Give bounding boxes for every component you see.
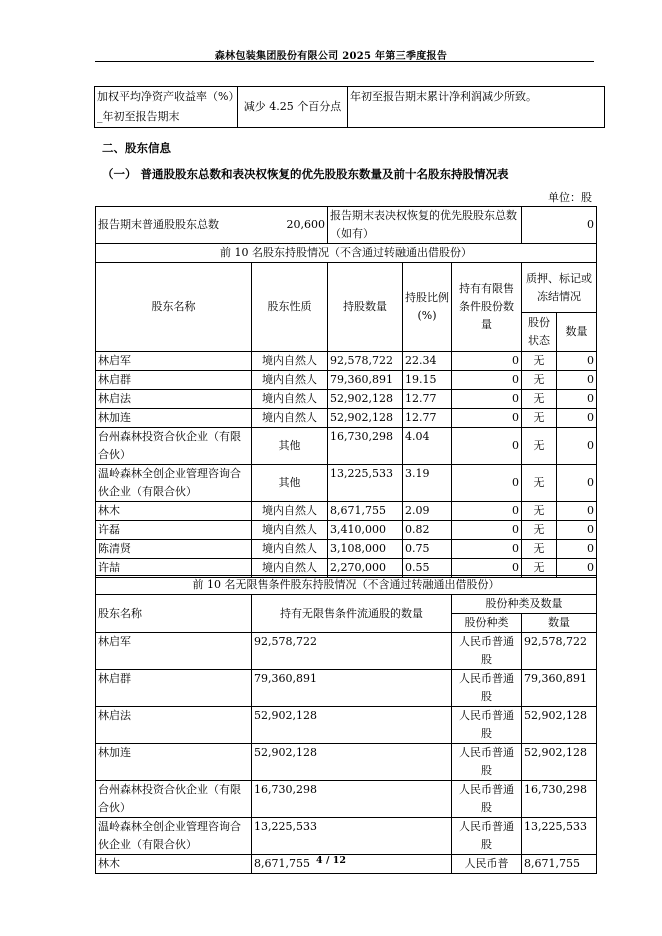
shareholder-nature: 其他 — [252, 465, 328, 502]
shareholder-name: 林加连 — [96, 409, 252, 428]
roe-table — [94, 86, 605, 128]
u-share-kind: 人民币普通股 — [452, 744, 522, 781]
u-unrestricted-qty: 13,225,533 — [252, 818, 452, 855]
common-holders-value: 20,600 — [286, 218, 325, 231]
u-shareholder-name: 林木 — [96, 855, 252, 874]
u-shareholder-name: 林启群 — [96, 670, 252, 707]
shareholder-nature: 境内自然人 — [252, 559, 328, 578]
restricted-shares: 0 — [452, 409, 522, 428]
restricted-shares: 0 — [452, 390, 522, 409]
top10-unrestricted-table — [95, 575, 597, 874]
shareholder-name: 许磊 — [96, 521, 252, 540]
pledge-qty: 0 — [557, 371, 597, 390]
common-holders-label: 报告期末普通股股东总数 20,600 — [96, 207, 328, 244]
shareholder-name: 林木 — [96, 502, 252, 521]
restricted-shares: 0 — [452, 540, 522, 559]
u-unrestricted-qty: 52,902,128 — [252, 707, 452, 744]
summary-row — [96, 207, 597, 244]
col-status: 股份状态 — [522, 313, 557, 352]
shareholder-nature: 其他 — [252, 428, 328, 465]
pledge-qty: 0 — [557, 390, 597, 409]
table-row — [96, 371, 597, 390]
shareholder-nature: 境内自然人 — [252, 409, 328, 428]
u-col-name: 股东名称 — [96, 595, 252, 633]
roe-reason: 年初至报告期末累计净利润减少所致。 — [348, 87, 605, 128]
pledge-status: 无 — [522, 428, 557, 465]
holding-ratio: 12.77 — [403, 409, 452, 428]
shareholder-nature: 境内自然人 — [252, 390, 328, 409]
holding-ratio: 3.19 — [403, 465, 452, 502]
u-unrestricted-qty: 16,730,298 — [252, 781, 452, 818]
holding-ratio: 4.04 — [403, 428, 452, 465]
pledge-qty: 0 — [557, 352, 597, 371]
u-share-kind: 人民币普通股 — [452, 707, 522, 744]
holding-ratio: 22.34 — [403, 352, 452, 371]
u-shareholder-name: 林启法 — [96, 707, 252, 744]
pledge-status: 无 — [522, 465, 557, 502]
u-share-amount: 92,578,722 — [522, 633, 597, 670]
pledge-qty: 0 — [557, 465, 597, 502]
u-share-kind: 人民币普通股 — [452, 818, 522, 855]
restricted-shares: 0 — [452, 371, 522, 390]
page-number: 4 / 12 — [316, 855, 346, 866]
shareholder-nature: 境内自然人 — [252, 371, 328, 390]
u-unrestricted-qty: 8,671,755 — [252, 855, 452, 874]
col-shares: 持股数量 — [328, 263, 403, 352]
holding-ratio: 0.55 — [403, 559, 452, 578]
roe-label: 加权平均净资产收益率（%）_年初至报告期末 — [95, 87, 238, 128]
pledge-status: 无 — [522, 390, 557, 409]
shares-held: 79,360,891 — [328, 371, 403, 390]
restricted-shares: 0 — [452, 502, 522, 521]
col-name: 股东名称 — [96, 263, 252, 352]
pledge-status: 无 — [522, 540, 557, 559]
roe-value: 减少 4.25 个百分点 — [238, 87, 348, 128]
u-col-kind: 股份种类 — [452, 614, 522, 633]
u-col-amount: 数量 — [522, 614, 597, 633]
restricted-shares: 0 — [452, 559, 522, 578]
unit-label: 单位：股 — [548, 191, 592, 204]
shareholder-name: 许喆 — [96, 559, 252, 578]
top10-shareholders-table — [95, 206, 597, 578]
col-restricted: 持有有限售条件股份数量 — [452, 263, 522, 352]
table-row — [96, 818, 597, 855]
shares-held: 92,578,722 — [328, 352, 403, 371]
table-row — [96, 352, 597, 371]
col-nature: 股东性质 — [252, 263, 328, 352]
col-ratio: 持股比例(%) — [403, 263, 452, 352]
holding-ratio: 12.77 — [403, 390, 452, 409]
table-row — [96, 428, 597, 465]
unrestricted-body — [96, 633, 597, 874]
table-row — [96, 781, 597, 818]
top10-body — [96, 352, 597, 578]
holding-ratio: 0.75 — [403, 540, 452, 559]
top10-title: 前 10 名股东持股情况（不含通过转融通出借股份） — [96, 244, 597, 263]
table-row — [96, 502, 597, 521]
u-share-kind: 人民币普通股 — [452, 670, 522, 707]
shareholder-nature: 境内自然人 — [252, 540, 328, 559]
pledge-qty: 0 — [557, 409, 597, 428]
u-share-kind: 人民币普 — [452, 855, 522, 874]
shares-held: 13,225,533 — [328, 465, 403, 502]
pledge-qty: 0 — [557, 540, 597, 559]
u-shareholder-name: 林加连 — [96, 744, 252, 781]
shares-held: 16,730,298 — [328, 428, 403, 465]
u-col-kind-group: 股份种类及数量 — [452, 595, 597, 614]
u-col-qty: 持有无限售条件流通股的数量 — [252, 595, 452, 633]
shareholder-name: 林启群 — [96, 371, 252, 390]
table-row — [96, 390, 597, 409]
shares-held: 8,671,755 — [328, 502, 403, 521]
report-header: 森林包装集团股份有限公司 2025 年第三季度报告 — [214, 51, 448, 62]
u-share-amount: 52,902,128 — [522, 744, 597, 781]
u-share-amount: 16,730,298 — [522, 781, 597, 818]
holding-ratio: 0.82 — [403, 521, 452, 540]
u-share-amount: 79,360,891 — [522, 670, 597, 707]
shareholder-nature: 境内自然人 — [252, 352, 328, 371]
restricted-shares: 0 — [452, 352, 522, 371]
shares-held: 2,270,000 — [328, 559, 403, 578]
shareholder-name: 林启法 — [96, 390, 252, 409]
shareholder-name: 温岭森林全创企业管理咨询合伙企业（有限合伙） — [96, 465, 252, 502]
holding-ratio: 19.15 — [403, 371, 452, 390]
section-title: 二、股东信息 — [102, 141, 171, 155]
table-row — [96, 465, 597, 502]
shares-held: 52,902,128 — [328, 390, 403, 409]
shareholder-name: 台州森林投资合伙企业（有限合伙） — [96, 428, 252, 465]
u-shareholder-name: 温岭森林全创企业管理咨询合伙企业（有限合伙） — [96, 818, 252, 855]
u-share-amount: 8,671,755 — [522, 855, 597, 874]
restricted-shares: 0 — [452, 521, 522, 540]
pledge-qty: 0 — [557, 521, 597, 540]
u-share-kind: 人民币普通股 — [452, 781, 522, 818]
u-unrestricted-qty: 52,902,128 — [252, 744, 452, 781]
table-row — [96, 633, 597, 670]
shares-held: 52,902,128 — [328, 409, 403, 428]
section-subtitle: （一） 普通股股东总数和表决权恢复的优先股股东数量及前十名股东持股情况表 — [102, 167, 509, 181]
pledge-qty: 0 — [557, 428, 597, 465]
table-row — [96, 521, 597, 540]
pledge-status: 无 — [522, 521, 557, 540]
table-row — [96, 409, 597, 428]
pledge-status: 无 — [522, 371, 557, 390]
table-row — [96, 670, 597, 707]
u-shareholder-name: 林启军 — [96, 633, 252, 670]
pledge-qty: 0 — [557, 559, 597, 578]
pledge-qty: 0 — [557, 502, 597, 521]
shares-held: 3,410,000 — [328, 521, 403, 540]
shareholder-name: 陈清贤 — [96, 540, 252, 559]
pref-holders-value: 0 — [522, 207, 597, 244]
u-shareholder-name: 台州森林投资合伙企业（有限合伙） — [96, 781, 252, 818]
pref-holders-label: 报告期末表决权恢复的优先股股东总数（如有） — [328, 207, 522, 244]
shareholder-nature: 境内自然人 — [252, 502, 328, 521]
restricted-shares: 0 — [452, 428, 522, 465]
unrestricted-title: 前 10 名无限售条件股东持股情况（不含通过转融通出借股份） — [96, 576, 597, 595]
u-share-kind: 人民币普通股 — [452, 633, 522, 670]
shares-held: 3,108,000 — [328, 540, 403, 559]
u-unrestricted-qty: 79,360,891 — [252, 670, 452, 707]
pledge-status: 无 — [522, 352, 557, 371]
col-qty: 数量 — [557, 313, 597, 352]
table-row — [96, 707, 597, 744]
col-pledge: 质押、标记或冻结情况 — [522, 263, 597, 313]
pledge-status: 无 — [522, 559, 557, 578]
table-row — [96, 540, 597, 559]
holding-ratio: 2.09 — [403, 502, 452, 521]
shareholder-nature: 境内自然人 — [252, 521, 328, 540]
pledge-status: 无 — [522, 409, 557, 428]
header-divider — [95, 61, 594, 62]
u-share-amount: 52,902,128 — [522, 707, 597, 744]
u-share-amount: 13,225,533 — [522, 818, 597, 855]
shareholder-name: 林启军 — [96, 352, 252, 371]
u-unrestricted-qty: 92,578,722 — [252, 633, 452, 670]
table-row — [96, 744, 597, 781]
restricted-shares: 0 — [452, 465, 522, 502]
pledge-status: 无 — [522, 502, 557, 521]
